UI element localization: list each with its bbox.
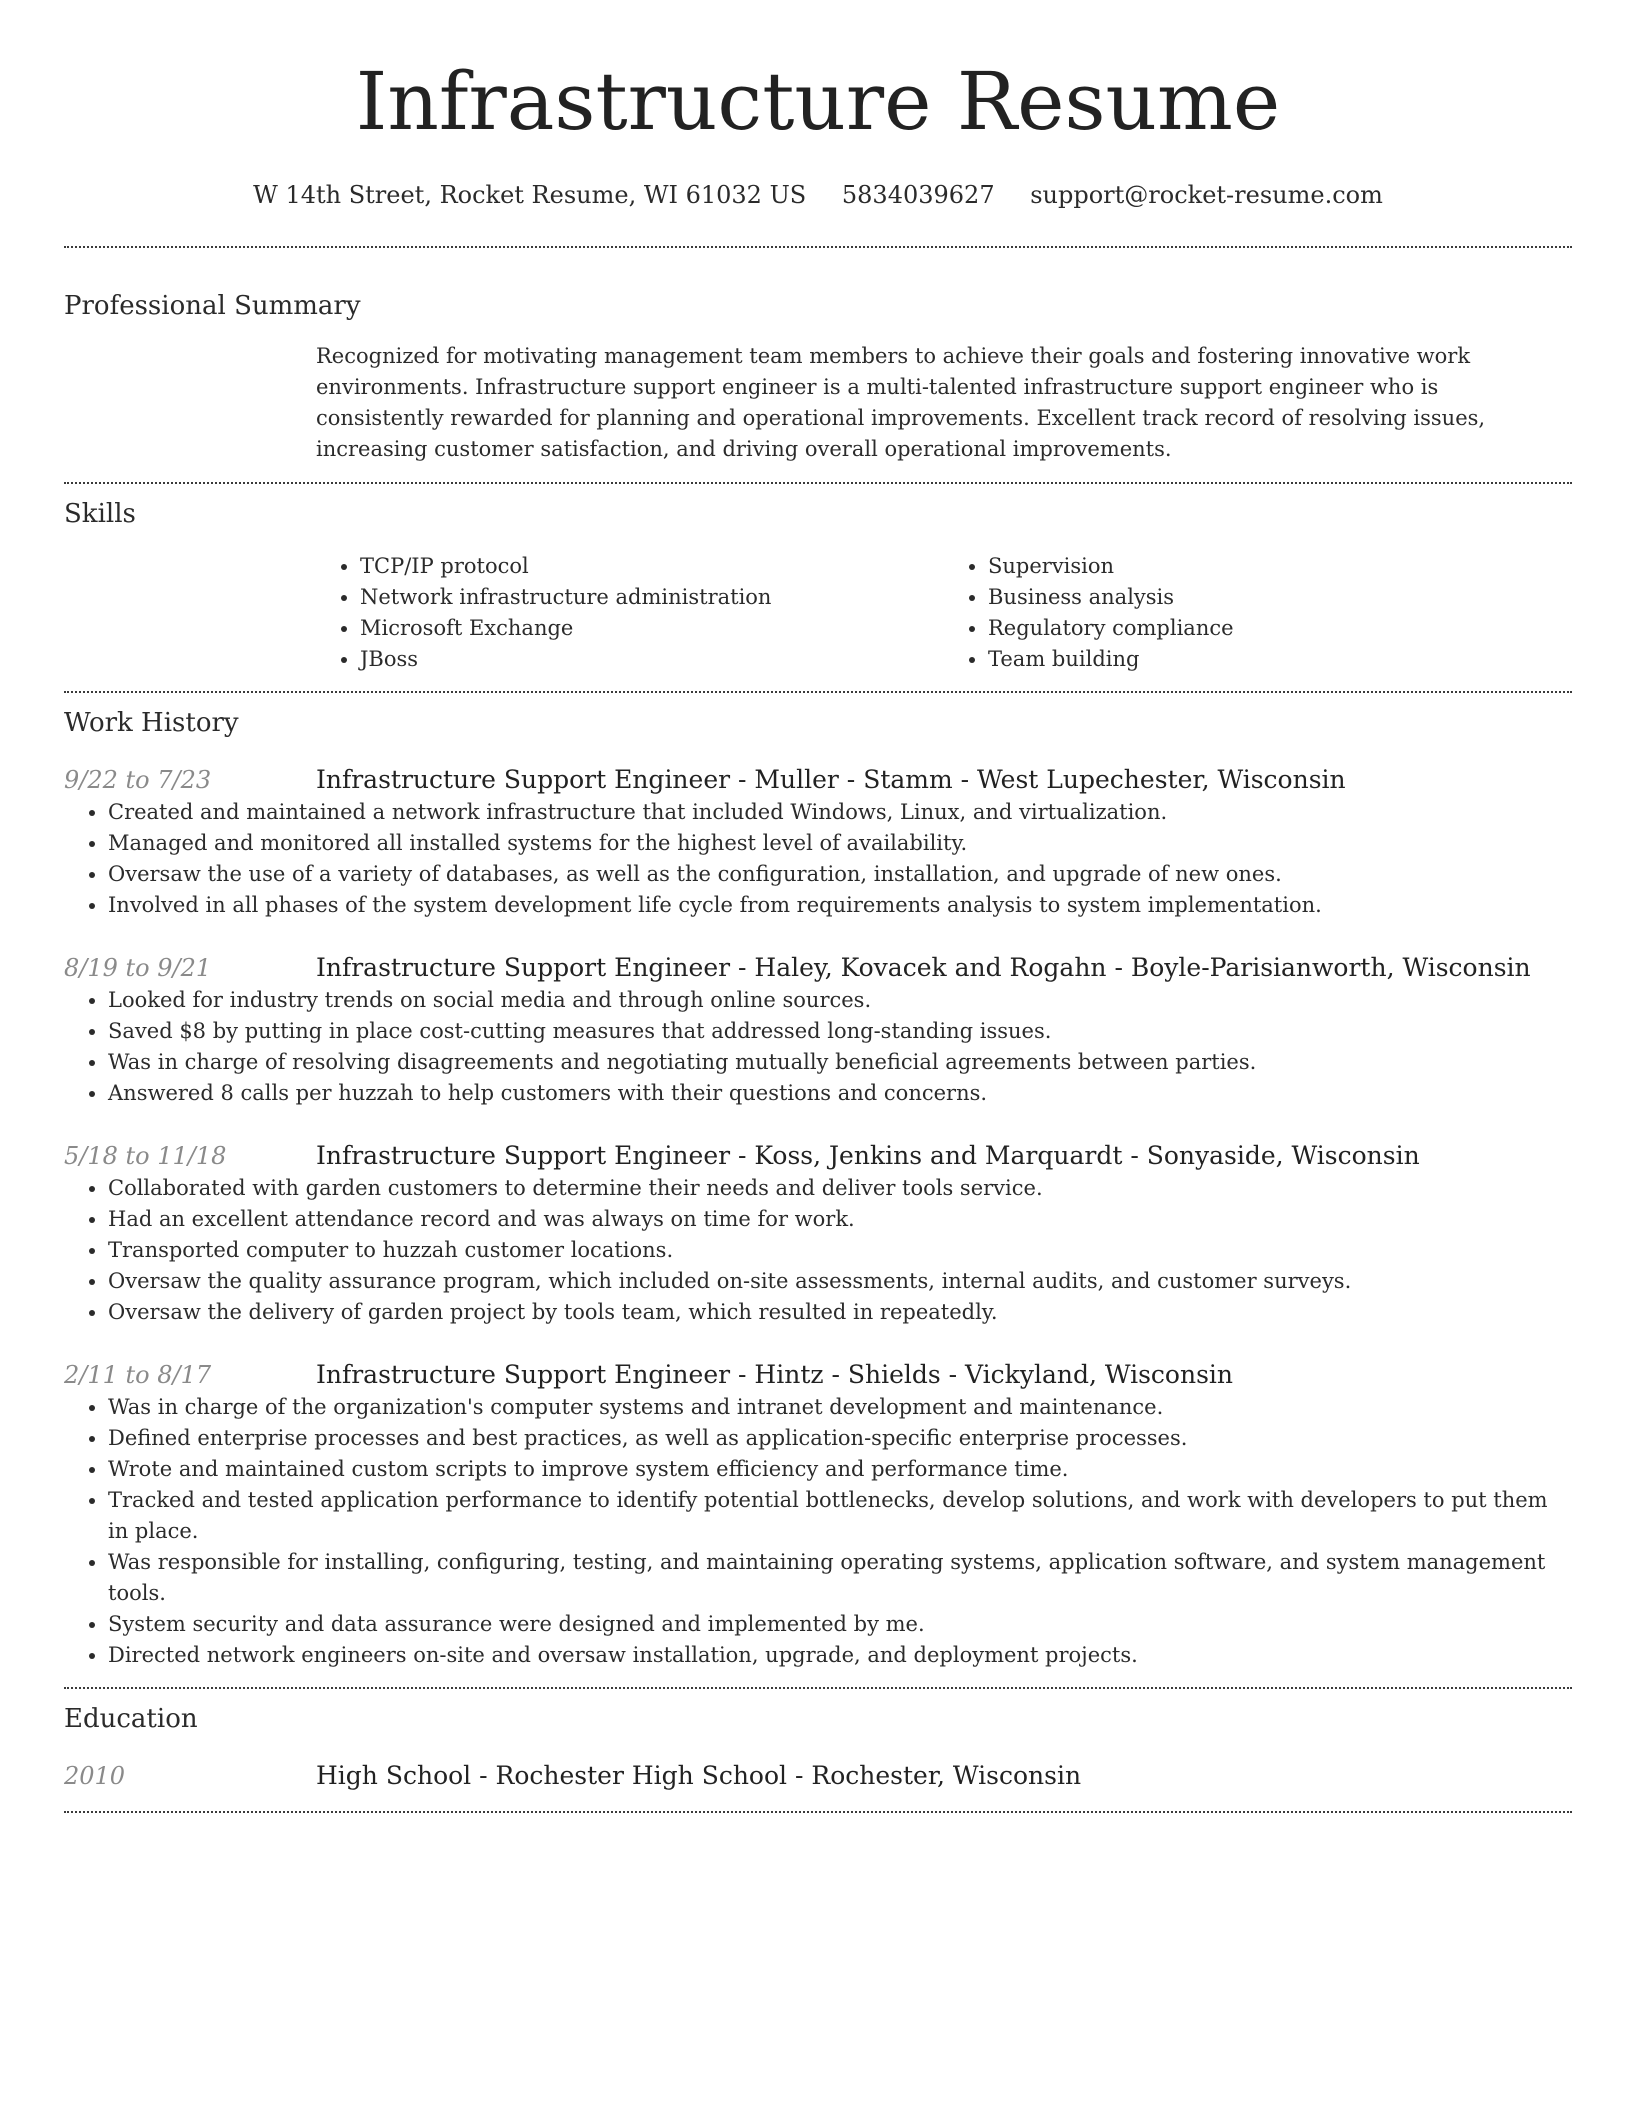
skill-item: • Business analysis: [988, 582, 1572, 613]
skill-item: • Regulatory compliance: [988, 613, 1572, 644]
job-date: 5/18 to 11/18: [64, 1142, 227, 1170]
job-date: 9/22 to 7/23: [64, 766, 212, 794]
skills-list-left: [316, 551, 944, 675]
work-section: [64, 705, 1572, 1671]
list-item: • Looked for industry trends on social media and through online sources.: [108, 985, 1572, 1016]
skills-grid: [316, 551, 1572, 675]
job-title: Infrastructure Support Engineer - Hintz - Shields - Vickyland, Wisconsin: [316, 1360, 1234, 1389]
skill-item: • TCP/IP protocol: [360, 551, 944, 582]
list-item: • System security and data assurance were designed and implemented by me.: [108, 1609, 1572, 1640]
contact-email: support@rocket-resume.com: [1030, 181, 1383, 209]
section-title-summary: Professional Summary: [64, 291, 361, 321]
divider: [64, 1811, 1572, 1813]
list-item: • Was responsible for installing, configuring, testing, and maintaining operating systems, application software, and system management tools.: [108, 1547, 1572, 1609]
divider: [64, 246, 1572, 248]
contact-line: [64, 178, 1572, 212]
job-bullets: [64, 985, 1572, 1109]
divider: [64, 1687, 1572, 1689]
job-bullets: [64, 1173, 1572, 1328]
resume-title: Infrastructure Resume: [355, 55, 1281, 148]
divider: [64, 482, 1572, 484]
job-bullets: [64, 1392, 1572, 1671]
summary-text: Recognized for motivating management team members to achieve their goals and fostering innovative work environments. Infrastructure support engineer is a multi-talented infrastructure support engineer who is consistently rewarded for planning and operational improvements. Excellent track record of resolving issues, increasing customer satisfaction, and driving overall operational improvements.: [316, 344, 1486, 461]
section-title-work: Work History: [64, 708, 239, 738]
list-item: • Involved in all phases of the system development life cycle from requirements analysis to system implementation.: [108, 890, 1572, 921]
list-item: • Transported computer to huzzah customer locations.: [108, 1235, 1572, 1266]
list-item: • Collaborated with garden customers to determine their needs and deliver tools service.: [108, 1173, 1572, 1204]
list-item: • Was in charge of resolving disagreements and negotiating mutually beneficial agreements between parties.: [108, 1047, 1572, 1078]
list-item: • Defined enterprise processes and best practices, as well as application-specific enterprise processes.: [108, 1423, 1572, 1454]
list-item: • Answered 8 calls per huzzah to help customers with their questions and concerns.: [108, 1078, 1572, 1109]
skill-item: • Team building: [988, 644, 1572, 675]
job-date: 8/19 to 9/21: [64, 954, 212, 982]
divider: [64, 691, 1572, 693]
job-entry: [64, 1358, 1572, 1671]
contact-phone: 5834039627: [841, 181, 995, 209]
resume-page: [64, 0, 1572, 1813]
section-title-education: Education: [64, 1704, 198, 1734]
list-item: • Tracked and tested application performance to identify potential bottlenecks, develop solutions, and work with developers to put them in place.: [108, 1485, 1572, 1547]
education-entry: [64, 1759, 1572, 1793]
list-item: • Managed and monitored all installed systems for the highest level of availability.: [108, 828, 1572, 859]
list-item: • Oversaw the use of a variety of databases, as well as the configuration, installation, and upgrade of new ones.: [108, 859, 1572, 890]
contact-address: W 14th Street, Rocket Resume, WI 61032 US: [253, 181, 807, 209]
skill-item: • Supervision: [988, 551, 1572, 582]
list-item: • Oversaw the delivery of garden project by tools team, which resulted in repeatedly.: [108, 1297, 1572, 1328]
job-entry: [64, 951, 1572, 1109]
job-entry: [64, 1139, 1572, 1328]
job-title: Infrastructure Support Engineer - Koss, Jenkins and Marquardt - Sonyaside, Wisconsin: [316, 1141, 1420, 1170]
list-item: • Created and maintained a network infrastructure that included Windows, Linux, and virtualization.: [108, 797, 1572, 828]
skills-list-right: [944, 551, 1572, 675]
summary-section: [64, 288, 1572, 465]
skills-section: [64, 496, 1572, 675]
list-item: • Was in charge of the organization's computer systems and intranet development and maintenance.: [108, 1392, 1572, 1423]
education-title: High School - Rochester High School - Rochester, Wisconsin: [316, 1761, 1082, 1790]
job-title: Infrastructure Support Engineer - Muller - Stamm - West Lupechester, Wisconsin: [316, 765, 1346, 794]
job-bullets: [64, 797, 1572, 921]
job-title: Infrastructure Support Engineer - Haley, Kovacek and Rogahn - Boyle-Parisianworth, Wisconsin: [316, 953, 1531, 982]
education-section: [64, 1701, 1572, 1793]
job-date: 2/11 to 8/17: [64, 1361, 212, 1389]
section-title-skills: Skills: [64, 499, 136, 529]
list-item: • Oversaw the quality assurance program, which included on-site assessments, internal audits, and customer surveys.: [108, 1266, 1572, 1297]
skill-item: • Microsoft Exchange: [360, 613, 944, 644]
list-item: • Directed network engineers on-site and oversaw installation, upgrade, and deployment projects.: [108, 1640, 1572, 1671]
education-date: 2010: [64, 1762, 126, 1790]
skill-item: • JBoss: [360, 644, 944, 675]
list-item: • Wrote and maintained custom scripts to improve system efficiency and performance time.: [108, 1454, 1572, 1485]
job-entry: [64, 763, 1572, 921]
list-item: • Saved $8 by putting in place cost-cutting measures that addressed long-standing issues.: [108, 1016, 1572, 1047]
list-item: • Had an excellent attendance record and was always on time for work.: [108, 1204, 1572, 1235]
skill-item: • Network infrastructure administration: [360, 582, 944, 613]
